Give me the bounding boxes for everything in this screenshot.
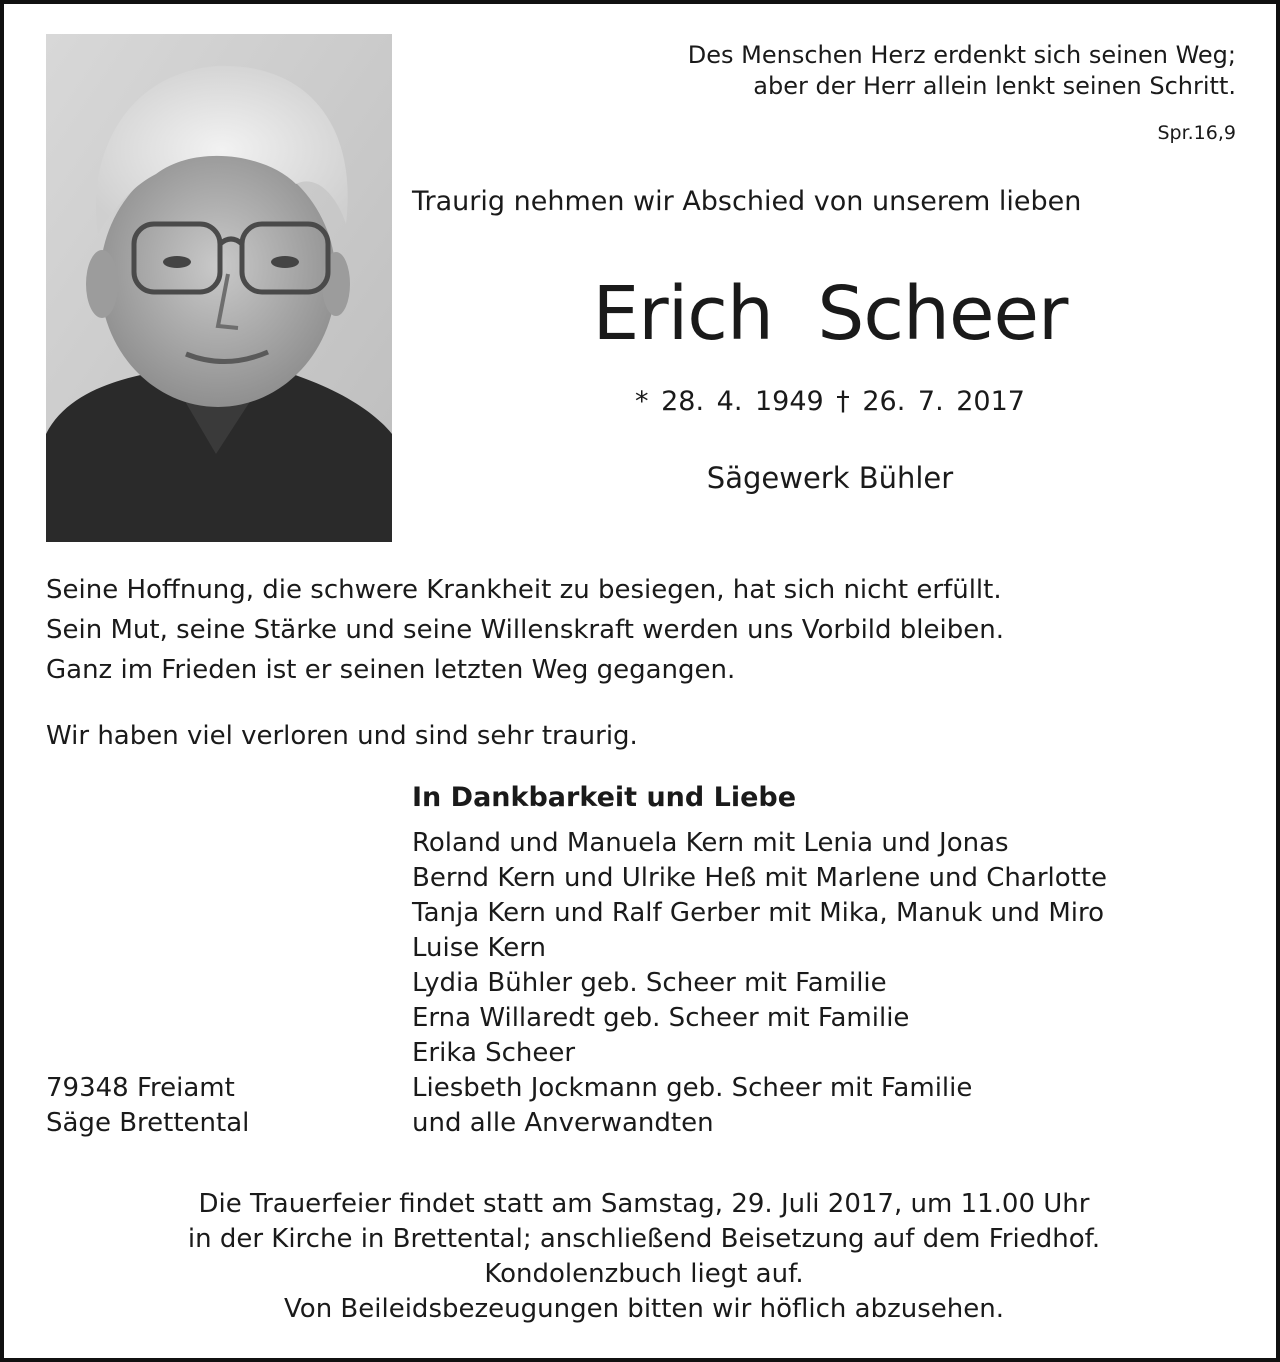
mourner-item: Tanja Kern und Ralf Gerber mit Mika, Manuk und Miro [412,898,1104,928]
service-line: Kondolenzbuch liegt auf. [484,1259,804,1289]
mourner-item: und alle Anverwandten [412,1108,714,1138]
bible-verse [476,40,1236,102]
mourner-item: Bernd Kern und Ulrike Heß mit Marlene und Charlotte [412,863,1108,893]
mourner-item: Luise Kern [412,933,546,963]
address-line: Säge Brettental [46,1108,250,1138]
mourner-item: Erika Scheer [412,1038,576,1068]
portrait-photo [46,34,392,542]
company-name: Sägewerk Bühler [706,461,954,495]
address-line: 79348 Freiamt [46,1073,235,1103]
mourner-item: Erna Willaredt geb. Scheer mit Familie [412,1003,910,1033]
deceased-name: Erich Scheer [592,271,1068,357]
family-address [46,1071,386,1141]
verse-reference: Spr.16,9 [1157,122,1236,144]
paragraph-line: Ganz im Frieden ist er seinen letzten Weg gegangen. [46,655,736,685]
service-line: Die Trauerfeier findet statt am Samstag, 29. Juli 2017, um 11.00 Uhr [198,1189,1090,1219]
paragraph-line: Seine Hoffnung, die schwere Krankheit zu besiegen, hat sich nicht erfüllt. [46,575,1002,605]
service-line: in der Kirche in Brettental; anschließend Beisetzung auf dem Friedhof. [187,1224,1101,1254]
memorial-paragraph [46,570,1246,690]
mourner-item: Liesbeth Jockmann geb. Scheer mit Familie [412,1073,973,1103]
mourner-item: Lydia Bühler geb. Scheer mit Familie [412,968,887,998]
mourner-item: Roland und Manuela Kern mit Lenia und Jonas [412,828,1009,858]
life-dates: * 28. 4. 1949 † 26. 7. 2017 [635,386,1025,417]
verse-line: Des Menschen Herz erdenkt sich seinen Weg; [687,41,1236,69]
verse-line: aber der Herr allein lenkt seinen Schritt. [753,72,1236,100]
paragraph-line: Sein Mut, seine Stärke und seine Willenskraft werden uns Vorbild bleiben. [46,615,1004,645]
service-information [46,1187,1242,1327]
service-line: Von Beileidsbezeugungen bitten wir höflich abzusehen. [284,1294,1004,1324]
statement-text: Wir haben viel verloren und sind sehr traurig. [46,721,638,751]
intro-text: Traurig nehmen wir Abschied von unserem lieben [412,186,1082,217]
mourners-list [412,826,1262,1141]
thanks-heading: In Dankbarkeit und Liebe [412,782,797,813]
